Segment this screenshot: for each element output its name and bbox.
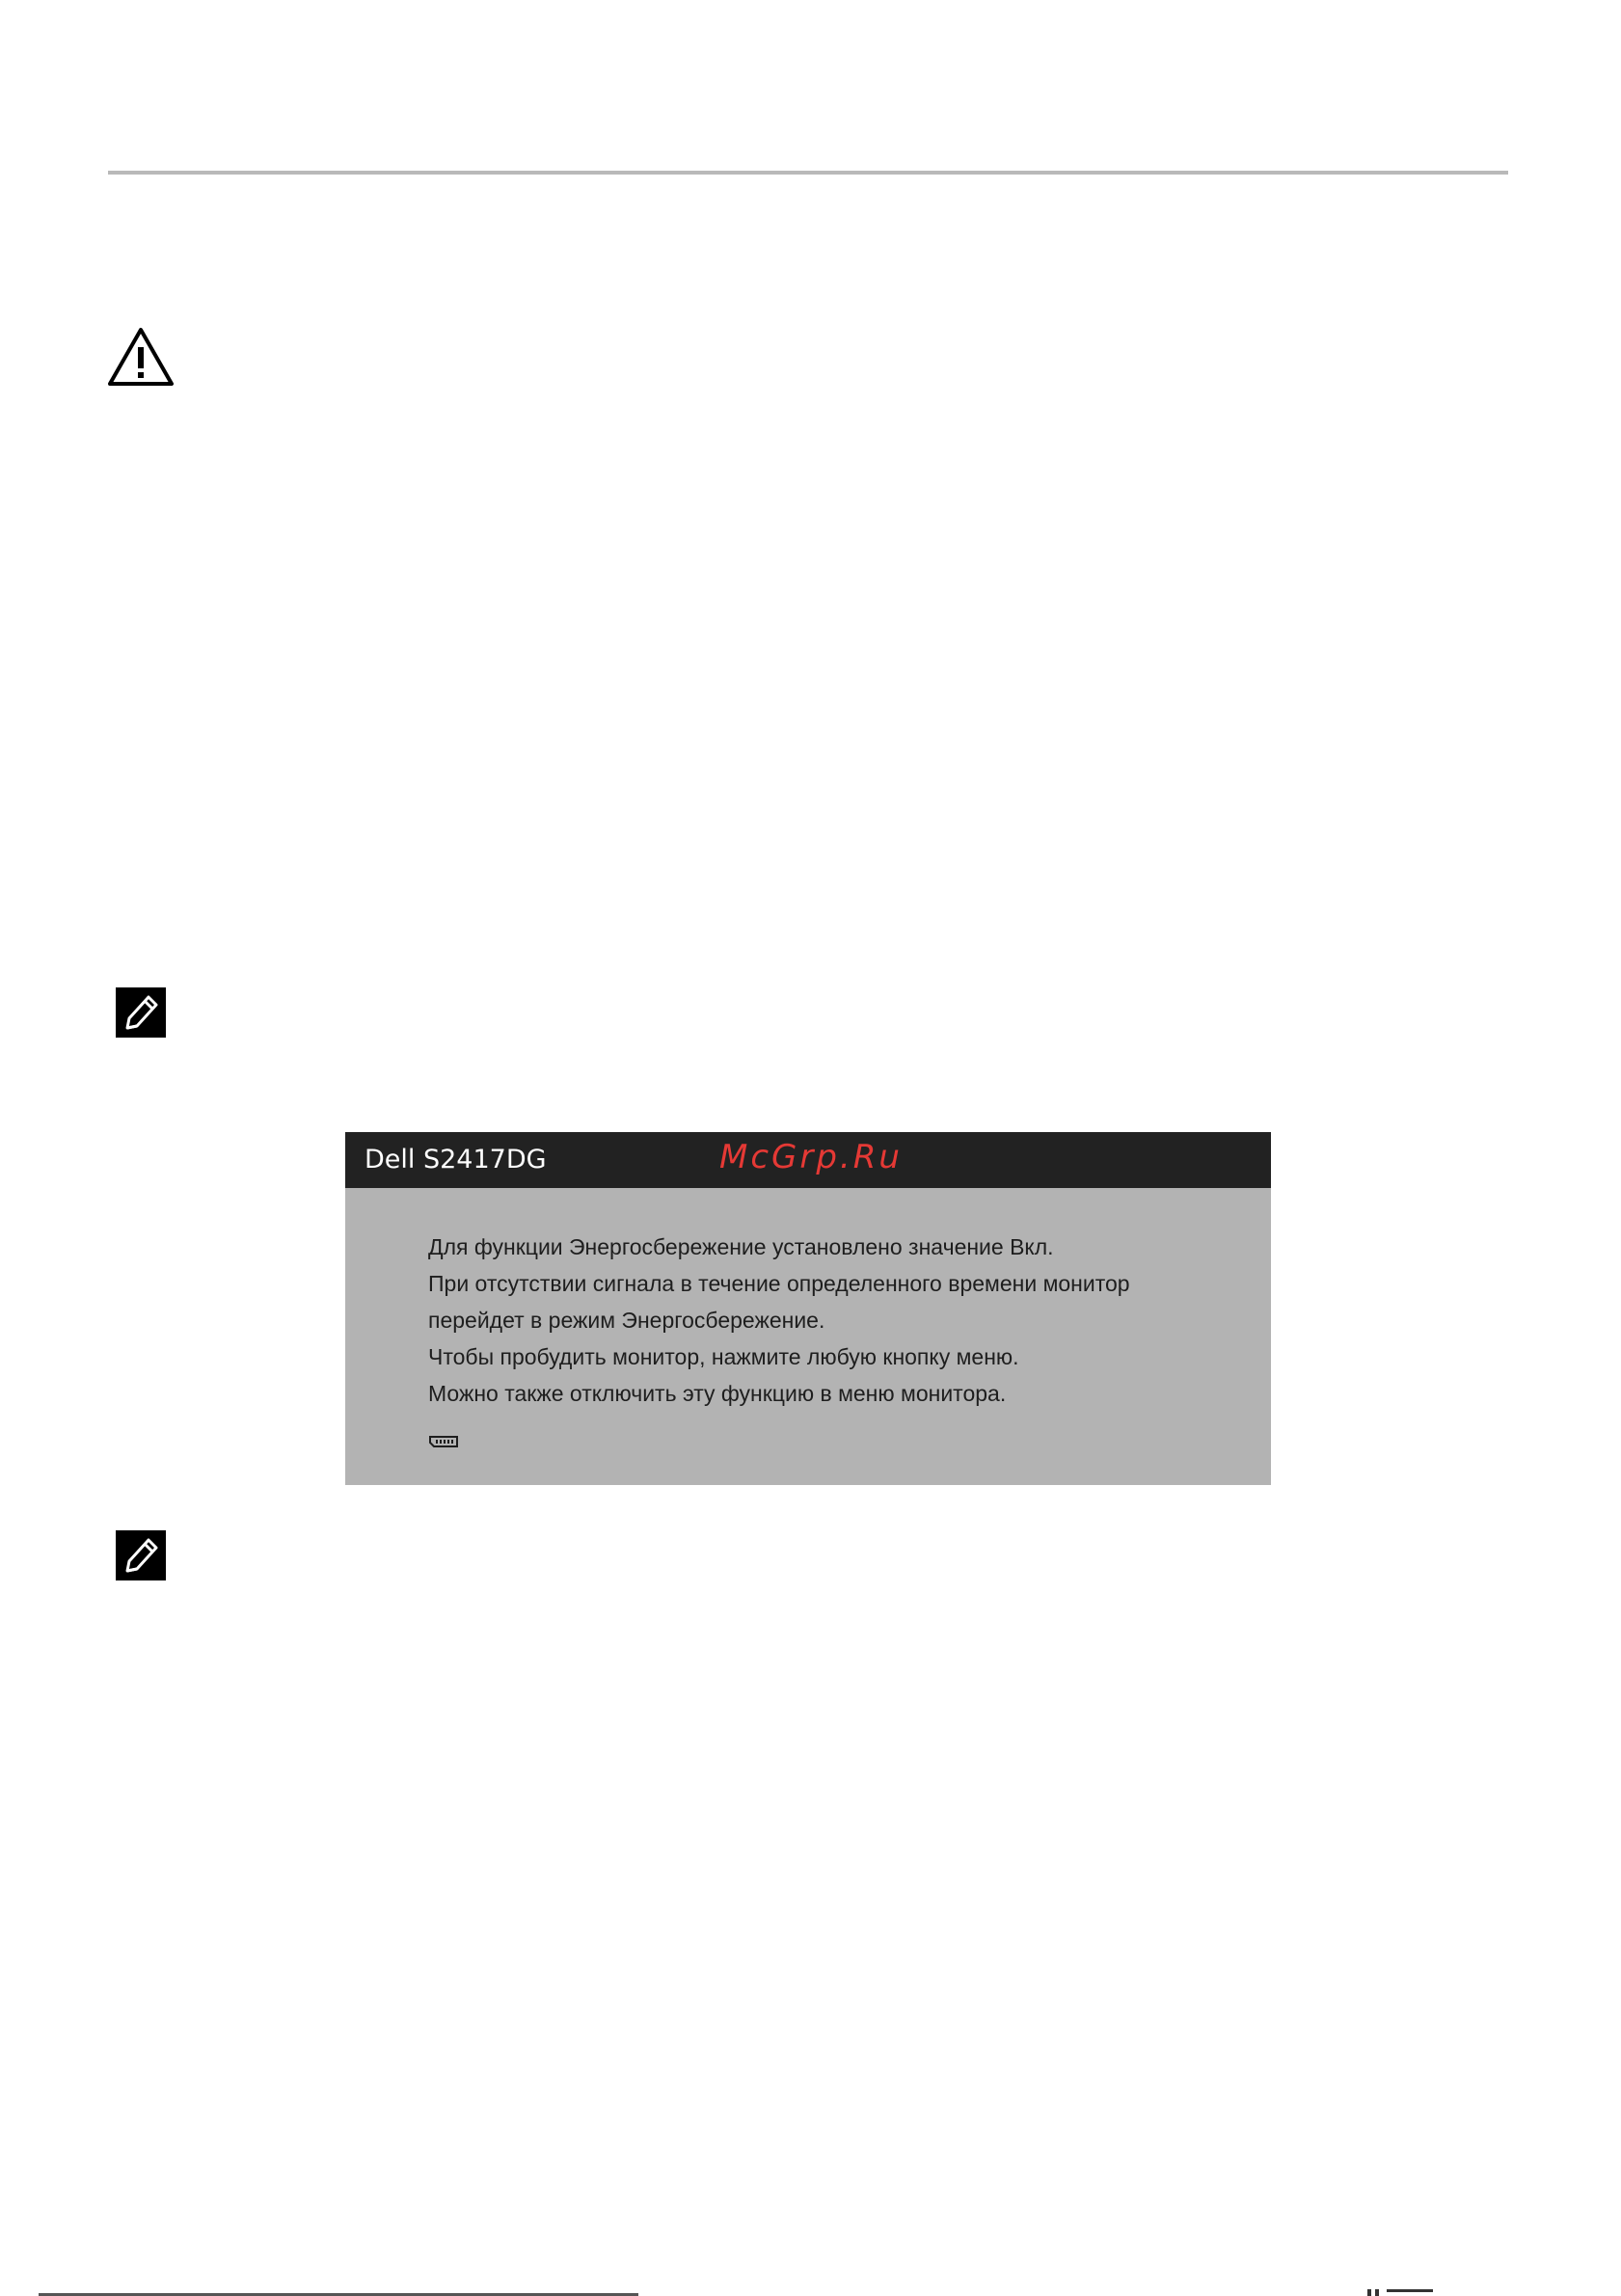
osd-message-line: При отсутствии сигнала в течение определенного времени монитор xyxy=(428,1271,1130,1296)
osd-message-line: Для функции Энергосбережение установлено значение Вкл. xyxy=(428,1234,1054,1259)
osd-message-line: Чтобы пробудить монитор, нажмите любую кнопку меню. xyxy=(428,1344,1019,1369)
watermark: McGrp.Ru xyxy=(719,1138,903,1176)
caution-triangle-icon xyxy=(106,326,176,388)
osd-power-save-message xyxy=(345,1132,1271,1485)
note-pencil-icon xyxy=(116,987,166,1038)
displayport-connector-icon xyxy=(428,1435,459,1448)
osd-message-line: Можно также отключить эту функцию в меню монитора. xyxy=(428,1381,1007,1406)
osd-message-body xyxy=(428,1229,1219,1412)
note-pencil-icon xyxy=(116,1530,166,1580)
monitor-model-label: Dell S2417DG xyxy=(365,1145,547,1175)
header-divider xyxy=(108,171,1508,175)
footer-decoration xyxy=(1367,2289,1435,2296)
osd-message-line: перейдет в режим Энергосбережение. xyxy=(428,1308,825,1333)
osd-title-bar xyxy=(345,1132,1271,1188)
